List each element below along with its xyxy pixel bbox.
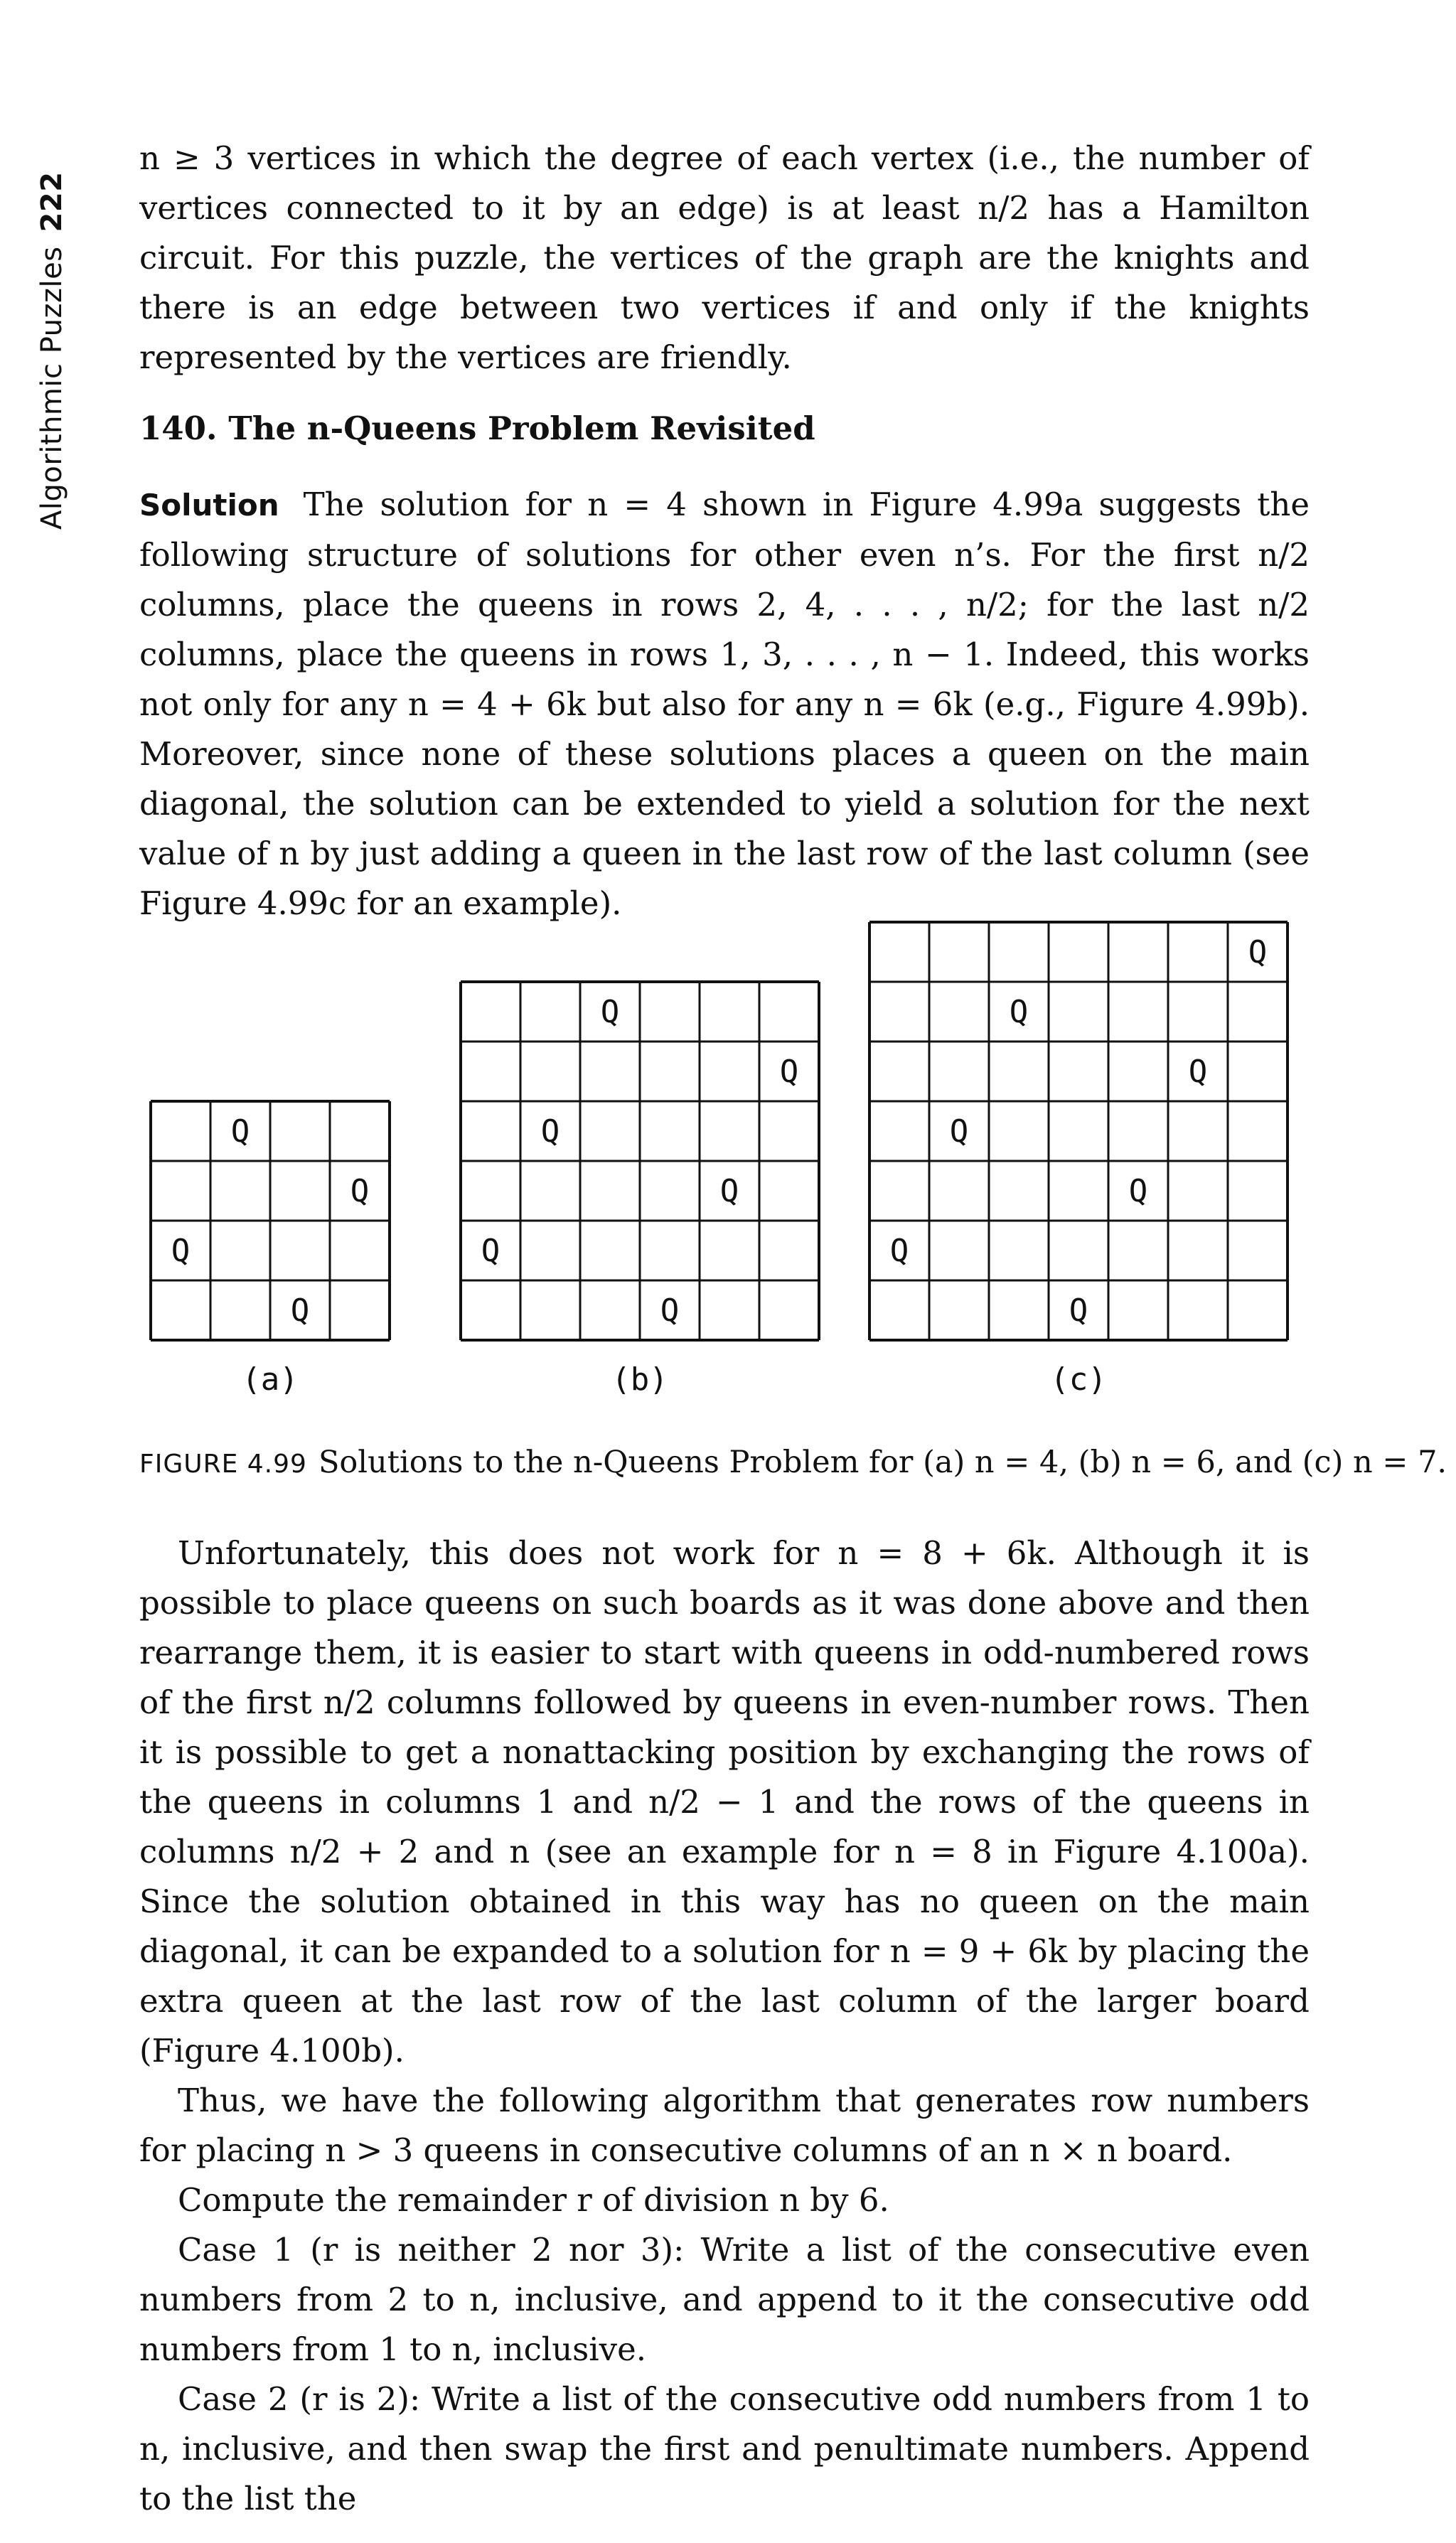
- paragraph-unfortunately: Unfortunately, this does not work for n = 8 + 6k. Although it is possible to place queens on such boards as it was done above and then rearrange them, it is easier to start with queens in odd-numbered rows of the first n/2 columns followed by queens in even-number rows. Then it is possible to get a nonattacking position by exchanging the rows of the queens in columns 1 and n/2 − 1 and the rows of the queens in columns n/2 + 2 and n (see an example for n = 8 in Figure 4.100a). Since the solution obtained in this way has no queen on the main diagonal, it can be expanded to a solution for n = 9 + 6k by placing the extra queen at the last row of the last column of the larger board (Figure 4.100b).: [139, 1534, 1310, 2070]
- bottom-paragraphs: [139, 1529, 1310, 2524]
- caption-label: FIGURE 4.99: [139, 1450, 307, 1479]
- paragraph-algorithm-intro: Thus, we have the following algorithm that generates row numbers for placing n > 3 queens in consecutive columns of an n × n board.: [139, 2082, 1310, 2169]
- section-heading: 140. The n-Queens Problem Revisited: [139, 409, 815, 447]
- solution-block: [139, 480, 1310, 928]
- queen: Q: [719, 1173, 739, 1209]
- queen: Q: [889, 1233, 909, 1269]
- queen: Q: [290, 1292, 310, 1329]
- chess-boards: [139, 917, 1310, 1408]
- solution-label: Solution: [139, 488, 279, 523]
- queen: Q: [350, 1173, 370, 1209]
- queen: Q: [779, 1054, 799, 1090]
- queen: Q: [600, 994, 620, 1030]
- page-number: 222: [36, 171, 68, 232]
- queen: Q: [1248, 934, 1268, 970]
- board-label: (b): [611, 1361, 668, 1398]
- board-label: (a): [242, 1361, 299, 1398]
- solution-text: The solution for n = 4 shown in Figure 4.99a suggests the following structure of solutions for other even n’s. For the first n/2 columns, place the queens in rows 2, 4, . . . , n/2; for the last n/2 columns, place the queens in rows 1, 3, . . . , n − 1. Indeed, this works not only for any n = 4 + 6k but also for any n = 6k (e.g., Figure 4.99b). Moreover, since none of these solutions places a queen on the main diagonal, the solution can be extended to yield a solution for the next value of n by just adding a queen in the last row of the last column (see Figure 4.99c for an example).: [139, 486, 1310, 922]
- top-paragraph: n ≥ 3 vertices in which the degree of each vertex (i.e., the number of vertices connected to it by an edge) is at least n/2 has a Hamilton circuit. For this puzzle, the vertices of the graph are the knights and there is an edge between two vertices if and only if the knights represented by the vertices are friendly.: [139, 139, 1310, 376]
- board-b: [461, 982, 819, 1340]
- queen: Q: [230, 1113, 250, 1150]
- figure-caption: [139, 1438, 1447, 1489]
- queen: Q: [949, 1113, 969, 1150]
- board-c: [869, 922, 1288, 1340]
- caption-text: Solutions to the n-Queens Problem for (a) n = 4, (b) n = 6, and (c) n = 7.: [318, 1445, 1447, 1480]
- top-paragraph-block: [139, 134, 1310, 382]
- board-label: (c): [1050, 1361, 1107, 1398]
- queen: Q: [540, 1113, 560, 1150]
- running-head: [27, 139, 77, 530]
- queen: Q: [1069, 1292, 1088, 1329]
- queen: Q: [481, 1233, 500, 1269]
- running-head-title: Algorithmic Puzzles: [36, 246, 68, 530]
- queen: Q: [171, 1233, 191, 1269]
- paragraph-case-1: Case 1 (r is neither 2 nor 3): Write a list of the consecutive even numbers from 2 to n, inclusive, and append to it the consecutive odd numbers from 1 to n, inclusive.: [139, 2231, 1310, 2368]
- paragraph-case-2: Case 2 (r is 2): Write a list of the consecutive odd numbers from 1 to n, inclusive, and then swap the first and penultimate numbers. Append to the list the: [139, 2380, 1310, 2517]
- paragraph-compute-remainder: Compute the remainder r of division n by 6.: [178, 2181, 889, 2219]
- queen: Q: [1128, 1173, 1148, 1209]
- queen: Q: [1188, 1054, 1208, 1090]
- queen: Q: [660, 1292, 680, 1329]
- queen: Q: [1009, 994, 1029, 1030]
- board-a: [151, 1101, 390, 1340]
- figure-4-99: [139, 917, 1310, 1408]
- solution-paragraph: [139, 480, 1310, 928]
